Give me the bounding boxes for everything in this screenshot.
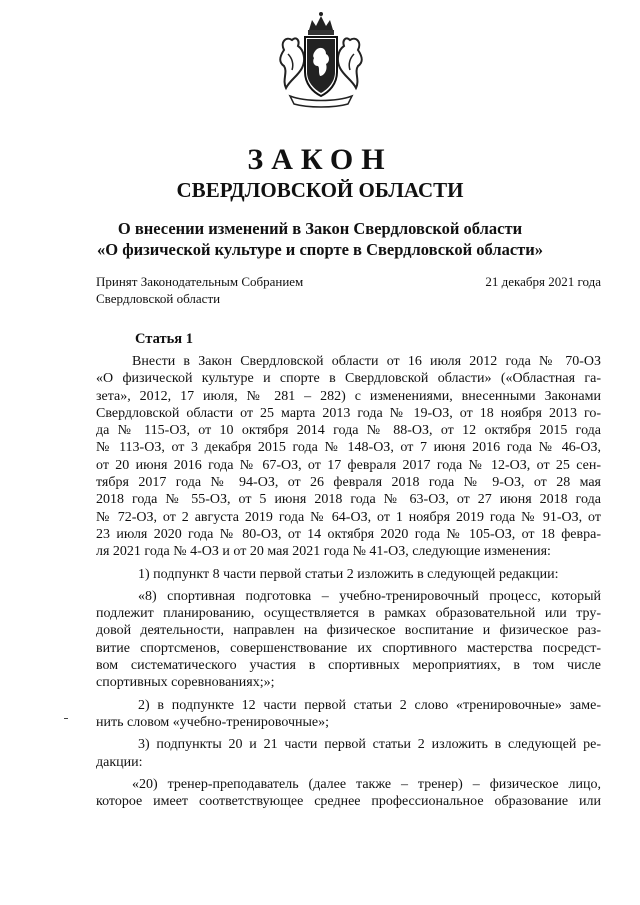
scan-mark	[64, 718, 68, 719]
text-line: ля 2021 года № 4-ОЗ и от 20 мая 2021 года № 41-ОЗ, следующие изменения:	[96, 544, 551, 560]
subject-line: О внесении изменений в Закон Свердловской области	[117, 219, 523, 238]
subject-line: «О физической культуре и спорте в Свердловской области»	[96, 240, 544, 259]
text-line: от 20 июня 2016 года № 67-ОЗ, от 17 февраля 2017 года № 12-ОЗ, от 25 сен-	[96, 457, 601, 473]
text-line: Свердловской области от 25 марта 2013 года № 19-ОЗ, от 18 ноября 2013 го-	[96, 405, 601, 421]
coat-of-arms-icon	[276, 10, 366, 110]
paragraph	[96, 353, 601, 561]
text-line: «20) тренер-преподаватель (далее также – тренер) – физическое лицо,	[132, 776, 601, 792]
text-line: 23 июля 2020 года № 80-ОЗ, от 14 октября 2020 года № 105-ОЗ, от 18 февра-	[96, 526, 601, 542]
text-line: которое имеет соответствующее среднее профессиональное образование или	[96, 794, 601, 810]
text-line: нить словом «учебно-тренировочные»;	[96, 714, 330, 730]
region-title: СВЕРДЛОВСКОЙ ОБЛАСТИ	[176, 178, 464, 202]
text-line: вом систематического участия в спортивных мероприятиях, в том числе	[96, 658, 601, 674]
document-type-title: ЗАКОН	[247, 143, 393, 176]
article-heading: Статья 1	[135, 331, 193, 347]
text-line: «8) спортивная подготовка – учебно-тренировочный процесс, который	[138, 588, 601, 604]
document-subject	[0, 218, 640, 260]
text-line: № 72-ОЗ, от 2 августа 2019 года № 64-ОЗ, от 1 ноября 2019 года № 91-ОЗ, от	[96, 509, 601, 525]
paragraph	[96, 697, 601, 732]
text-line: 1) подпункт 8 части первой статьи 2 изложить в следующей редакции:	[138, 566, 559, 582]
adopted-by	[96, 273, 303, 307]
text-line: «О физической культуре и спорте в Свердловской области» («Областная га-	[96, 371, 601, 387]
paragraph	[96, 566, 601, 583]
paragraph	[96, 588, 601, 692]
text-line: Внести в Закон Свердловской области от 16 июля 2012 года № 70-ОЗ	[132, 354, 601, 369]
text-line: 2018 года № 55-ОЗ, от 5 июня 2018 года № 63-ОЗ, от 27 июня 2018 года	[96, 492, 601, 508]
paragraph	[96, 776, 601, 811]
text-line: тября 2017 года № 94-ОЗ, от 26 февраля 2018 года № 9-ОЗ, от 28 мая	[96, 475, 601, 491]
text-line: 2) в подпункте 12 части первой статьи 2 слово «тренировочные» заме-	[138, 697, 601, 713]
text-line: 3) подпункты 20 и 21 части первой статьи 2 изложить в следующей ре-	[138, 737, 601, 753]
text-line: № 113-ОЗ, от 3 декабря 2015 года № 148-ОЗ, от 7 июня 2016 года № 46-ОЗ,	[96, 440, 601, 456]
text-line: спортивных соревнованиях;»;	[96, 675, 275, 691]
adoption-date: 21 декабря 2021 года	[485, 274, 601, 289]
text-line: дакции:	[96, 754, 143, 770]
article-body	[96, 353, 601, 815]
text-line: подлежит планированию, осуществляется в рамках образовательной или тру-	[96, 606, 601, 622]
adopted-by-line: Свердловской области	[96, 291, 221, 306]
paragraph	[96, 736, 601, 771]
text-line: зета», 2012, 17 июля, № 281 – 282) с изменениями, внесенными Законами	[96, 388, 601, 404]
adopted-by-line: Принят Законодательным Собранием	[96, 274, 304, 289]
text-line: довой деятельности, направлен на физическое воспитание и физическое раз-	[96, 623, 601, 639]
text-line: да № 115-ОЗ, от 10 октября 2014 года № 88-ОЗ, от 12 октября 2015 года	[96, 423, 601, 439]
text-line: витие спортсменов, совершенствование их спортивного мастерства посредст-	[96, 640, 601, 656]
